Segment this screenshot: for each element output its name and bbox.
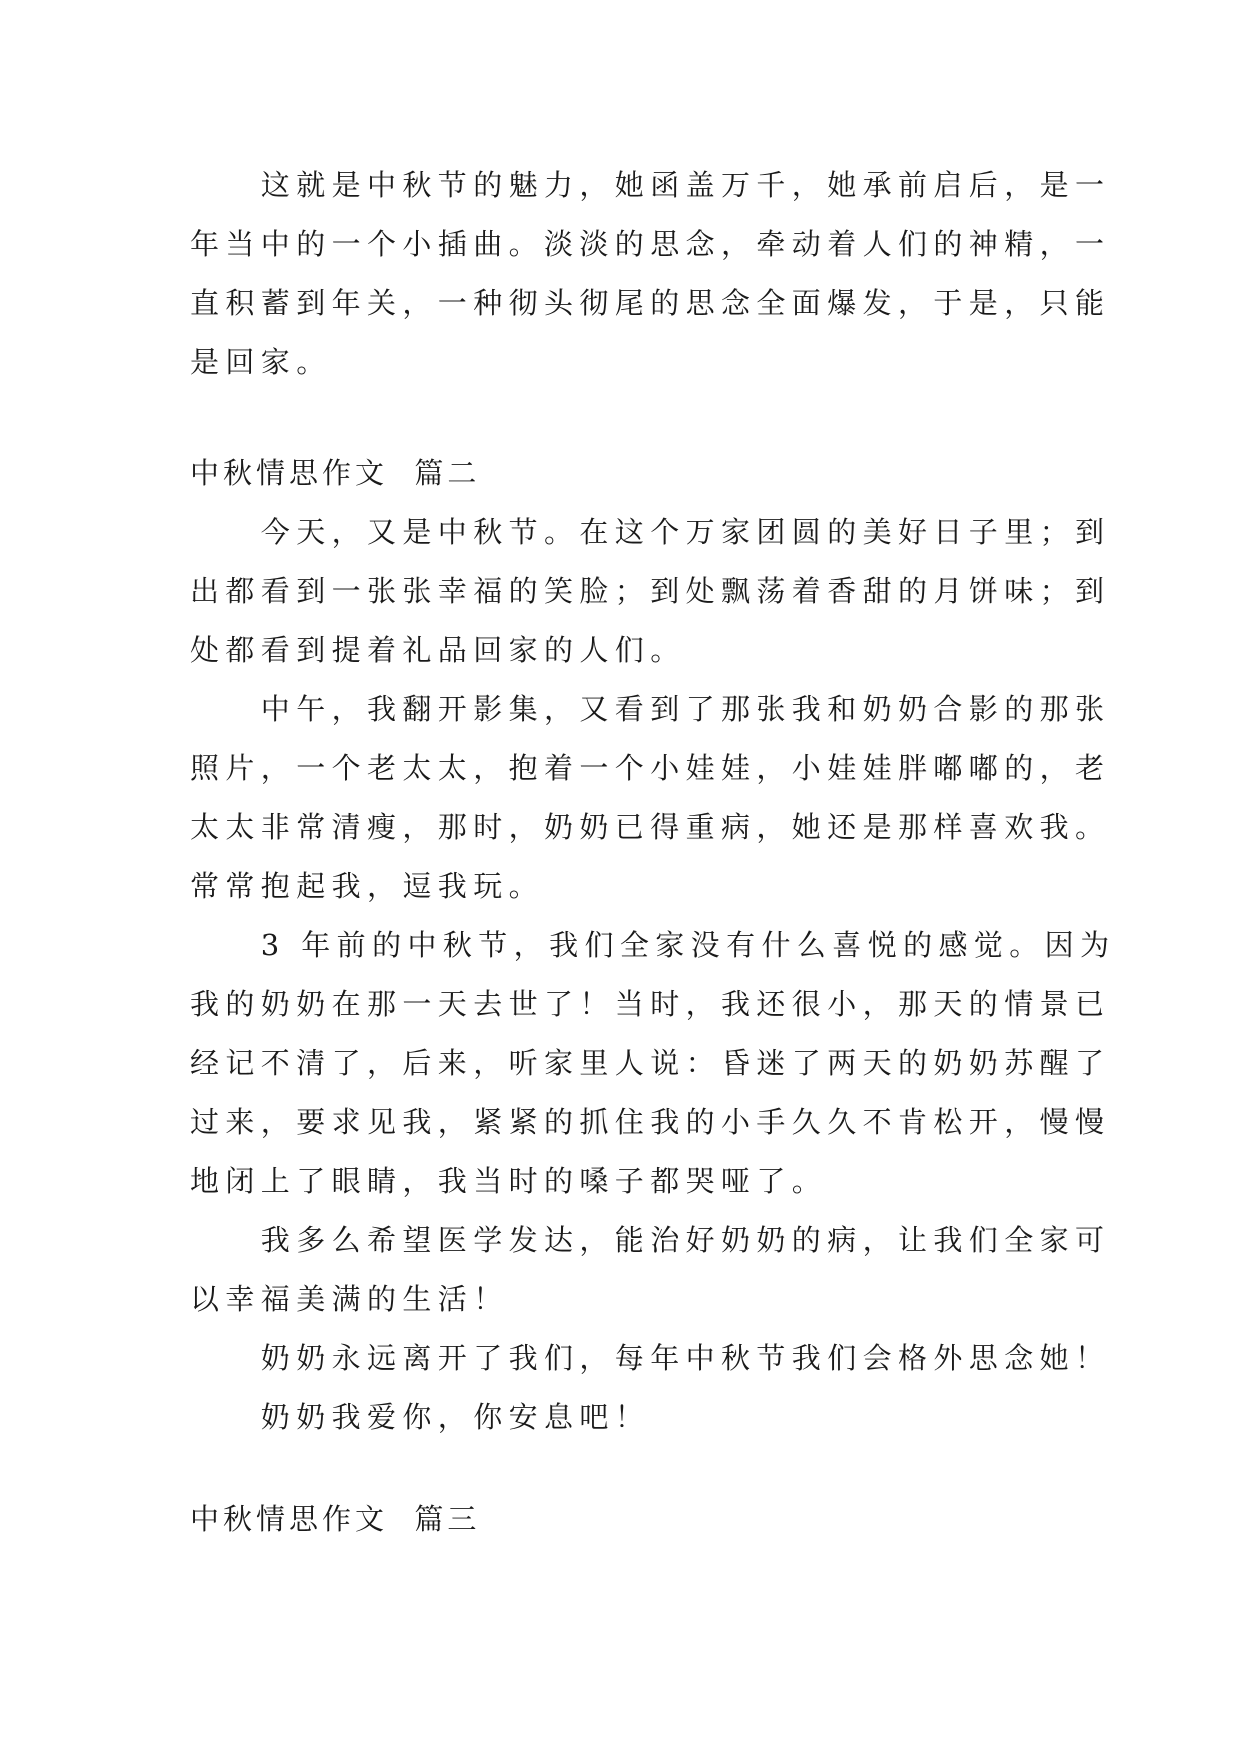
text-line: 太太非常清瘦，那时，奶奶已得重病，她还是那样喜欢我。 xyxy=(190,810,1111,844)
text-line: 照片，一个老太太，抱着一个小娃娃，小娃娃胖嘟嘟的，老 xyxy=(190,751,1111,785)
text-line: 是回家。 xyxy=(190,345,332,379)
text-line: 出都看到一张张幸福的笑脸；到处飘荡着香甜的月饼味；到 xyxy=(190,574,1111,608)
text-line: 我的奶奶在那一天去世了！当时，我还很小，那天的情景已 xyxy=(190,987,1111,1021)
section-heading: 中秋情思作文 篇三 xyxy=(190,1502,481,1536)
text-line: 过来，要求见我，紧紧的抓住我的小手久久不肯松开，慢慢 xyxy=(190,1105,1111,1139)
text-line: 这就是中秋节的魅力，她函盖万千，她承前启后，是一 xyxy=(190,168,1111,202)
text-line: 中午，我翻开影集，又看到了那张我和奶奶合影的那张 xyxy=(190,692,1111,726)
section-heading: 中秋情思作文 篇二 xyxy=(190,456,481,490)
text-line: 常常抱起我，逗我玩。 xyxy=(190,869,545,903)
paragraph-section-2 xyxy=(190,503,1116,1447)
paragraph-section-1 xyxy=(190,156,1111,392)
text-line: 处都看到提着礼品回家的人们。 xyxy=(190,633,686,667)
text-line: 我多么希望医学发达，能治好奶奶的病，让我们全家可 xyxy=(190,1223,1111,1257)
heading-part-2 xyxy=(190,444,1070,503)
text-line: 以幸福美满的生活！ xyxy=(190,1282,509,1316)
heading-part-3 xyxy=(190,1490,1070,1549)
text-line: 经记不清了，后来，听家里人说：昏迷了两天的奶奶苏醒了 xyxy=(190,1046,1111,1080)
text-line: 3 年前的中秋节，我们全家没有什么喜悦的感觉。因为 xyxy=(190,928,1116,962)
text-line: 奶奶永远离开了我们，每年中秋节我们会格外思念她！ xyxy=(190,1341,1111,1375)
text-line: 直积蓄到年关，一种彻头彻尾的思念全面爆发，于是，只能 xyxy=(190,286,1111,320)
text-line: 年当中的一个小插曲。淡淡的思念，牵动着人们的神精，一 xyxy=(190,227,1111,261)
text-line: 地闭上了眼睛，我当时的嗓子都哭哑了。 xyxy=(190,1164,828,1198)
text-line: 奶奶我爱你，你安息吧！ xyxy=(190,1400,651,1434)
text-line: 今天，又是中秋节。在这个万家团圆的美好日子里；到 xyxy=(190,515,1111,549)
